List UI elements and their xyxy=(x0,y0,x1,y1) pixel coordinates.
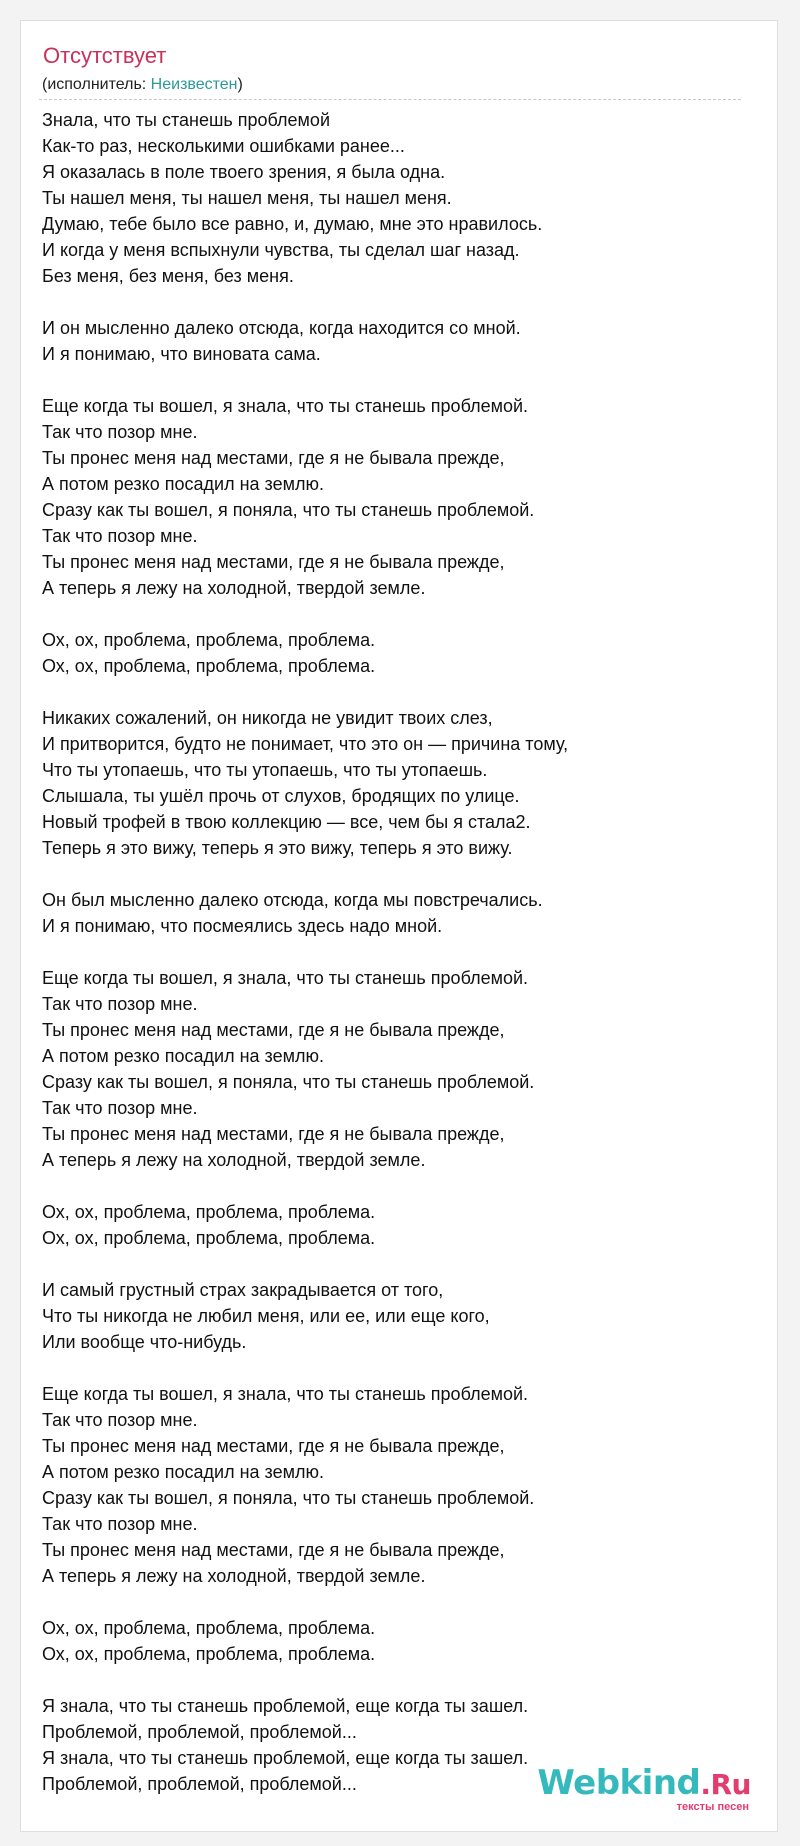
lyrics-line: Я знала, что ты станешь проблемой, еще когда ты зашел. xyxy=(42,1696,529,1716)
lyrics-stanza xyxy=(42,315,742,367)
lyrics-line: Что ты утопаешь, что ты утопаешь, что ты утопаешь. xyxy=(42,760,488,780)
lyrics-stanza xyxy=(42,107,742,289)
artist-suffix: ) xyxy=(237,76,243,93)
lyrics-line: И я понимаю, что виновата сама. xyxy=(42,344,321,364)
artist-link[interactable]: Неизвестен xyxy=(150,76,238,93)
lyrics-line: Ты нашел меня, ты нашел меня, ты нашел меня. xyxy=(42,188,452,208)
lyrics-line: Сразу как ты вошел, я поняла, что ты станешь проблемой. xyxy=(42,500,535,520)
artist-line xyxy=(42,75,243,95)
lyrics-stanza xyxy=(42,705,742,861)
lyrics-line: Ох, ох, проблема, проблема, проблема. xyxy=(42,1618,376,1638)
lyrics-line: Проблемой, проблемой, проблемой... xyxy=(42,1774,357,1794)
lyrics-line: Так что позор мне. xyxy=(42,1098,198,1118)
lyrics-line: А теперь я лежу на холодной, твердой земле. xyxy=(42,1566,426,1586)
lyrics-line: Как-то раз, несколькими ошибками ранее... xyxy=(42,136,405,156)
lyrics-line: Еще когда ты вошел, я знала, что ты станешь проблемой. xyxy=(42,1384,529,1404)
lyrics-line: А теперь я лежу на холодной, твердой земле. xyxy=(42,1150,426,1170)
lyrics-line: И когда у меня вспыхнули чувства, ты сделал шаг назад. xyxy=(42,240,520,260)
lyrics-line: Ты пронес меня над местами, где я не бывала прежде, xyxy=(42,448,505,468)
lyrics-line: Думаю, тебе было все равно, и, думаю, мне это нравилось. xyxy=(42,214,543,234)
lyrics-line: Так что позор мне. xyxy=(42,526,198,546)
lyrics-card xyxy=(20,20,778,1832)
lyrics-line: Ох, ох, проблема, проблема, проблема. xyxy=(42,1228,376,1248)
lyrics-stanza xyxy=(42,1615,742,1667)
logo-name: Webkind xyxy=(537,1763,701,1803)
lyrics-line: Ты пронес меня над местами, где я не бывала прежде, xyxy=(42,552,505,572)
lyrics-line: Ты пронес меня над местами, где я не бывала прежде, xyxy=(42,1436,505,1456)
webkind-logo[interactable] xyxy=(537,1763,751,1813)
lyrics-line: И он мысленно далеко отсюда, когда находится со мной. xyxy=(42,318,521,338)
lyrics-body xyxy=(42,107,742,1823)
lyrics-line: А потом резко посадил на землю. xyxy=(42,1462,324,1482)
lyrics-line: А потом резко посадил на землю. xyxy=(42,474,324,494)
lyrics-line: Еще когда ты вошел, я знала, что ты станешь проблемой. xyxy=(42,396,529,416)
lyrics-line: Никаких сожалений, он никогда не увидит твоих слез, xyxy=(42,708,493,728)
lyrics-line: Ты пронес меня над местами, где я не бывала прежде, xyxy=(42,1540,505,1560)
lyrics-line: Ты пронес меня над местами, где я не бывала прежде, xyxy=(42,1124,505,1144)
lyrics-line: Сразу как ты вошел, я поняла, что ты станешь проблемой. xyxy=(42,1488,535,1508)
lyrics-stanza xyxy=(42,887,742,939)
lyrics-line: Ох, ох, проблема, проблема, проблема. xyxy=(42,630,376,650)
lyrics-stanza xyxy=(42,1199,742,1251)
lyrics-line: Сразу как ты вошел, я поняла, что ты станешь проблемой. xyxy=(42,1072,535,1092)
lyrics-line: Еще когда ты вошел, я знала, что ты станешь проблемой. xyxy=(42,968,529,988)
lyrics-line: И я понимаю, что посмеялись здесь надо мной. xyxy=(42,916,443,936)
lyrics-line: Теперь я это вижу, теперь я это вижу, теперь я это вижу. xyxy=(42,838,513,858)
lyrics-stanza xyxy=(42,393,742,601)
lyrics-line: Ох, ох, проблема, проблема, проблема. xyxy=(42,656,376,676)
lyrics-line: А теперь я лежу на холодной, твердой земле. xyxy=(42,578,426,598)
lyrics-line: Так что позор мне. xyxy=(42,994,198,1014)
artist-prefix: (исполнитель: xyxy=(42,76,151,93)
lyrics-stanza xyxy=(42,627,742,679)
lyrics-stanza xyxy=(42,1381,742,1589)
lyrics-line: Ох, ох, проблема, проблема, проблема. xyxy=(42,1202,376,1222)
lyrics-stanza xyxy=(42,1277,742,1355)
lyrics-line: Что ты никогда не любил меня, или ее, или еще кого, xyxy=(42,1306,490,1326)
lyrics-line: Знала, что ты станешь проблемой xyxy=(42,110,330,130)
lyrics-line: Я знала, что ты станешь проблемой, еще когда ты зашел. xyxy=(42,1748,529,1768)
lyrics-line: Ох, ох, проблема, проблема, проблема. xyxy=(42,1644,376,1664)
lyrics-line: Без меня, без меня, без меня. xyxy=(42,266,294,286)
lyrics-line: Проблемой, проблемой, проблемой... xyxy=(42,1722,357,1742)
song-title: Отсутствует xyxy=(43,43,167,68)
lyrics-line: И самый грустный страх закрадывается от того, xyxy=(42,1280,444,1300)
lyrics-line: А потом резко посадил на землю. xyxy=(42,1046,324,1066)
logo-tagline: тексты песен xyxy=(676,1801,749,1813)
lyrics-line: Так что позор мне. xyxy=(42,1410,198,1430)
lyrics-line: Так что позор мне. xyxy=(42,1514,198,1534)
lyrics-line: Ты пронес меня над местами, где я не бывала прежде, xyxy=(42,1020,505,1040)
lyrics-line: Новый трофей в твою коллекцию — все, чем бы я стала2. xyxy=(42,812,531,832)
lyrics-line: Или вообще что-нибудь. xyxy=(42,1332,247,1352)
title-divider xyxy=(39,99,741,100)
lyrics-stanza xyxy=(42,965,742,1173)
lyrics-line: Он был мысленно далеко отсюда, когда мы повстречались. xyxy=(42,890,543,910)
lyrics-line: Слышала, ты ушёл прочь от слухов, бродящих по улице. xyxy=(42,786,520,806)
logo-tld: .Ru xyxy=(700,1768,751,1801)
lyrics-line: И притворится, будто не понимает, что это он — причина тому, xyxy=(42,734,569,754)
lyrics-line: Я оказалась в поле твоего зрения, я была одна. xyxy=(42,162,446,182)
lyrics-line: Так что позор мне. xyxy=(42,422,198,442)
logo-wordmark xyxy=(537,1763,751,1805)
